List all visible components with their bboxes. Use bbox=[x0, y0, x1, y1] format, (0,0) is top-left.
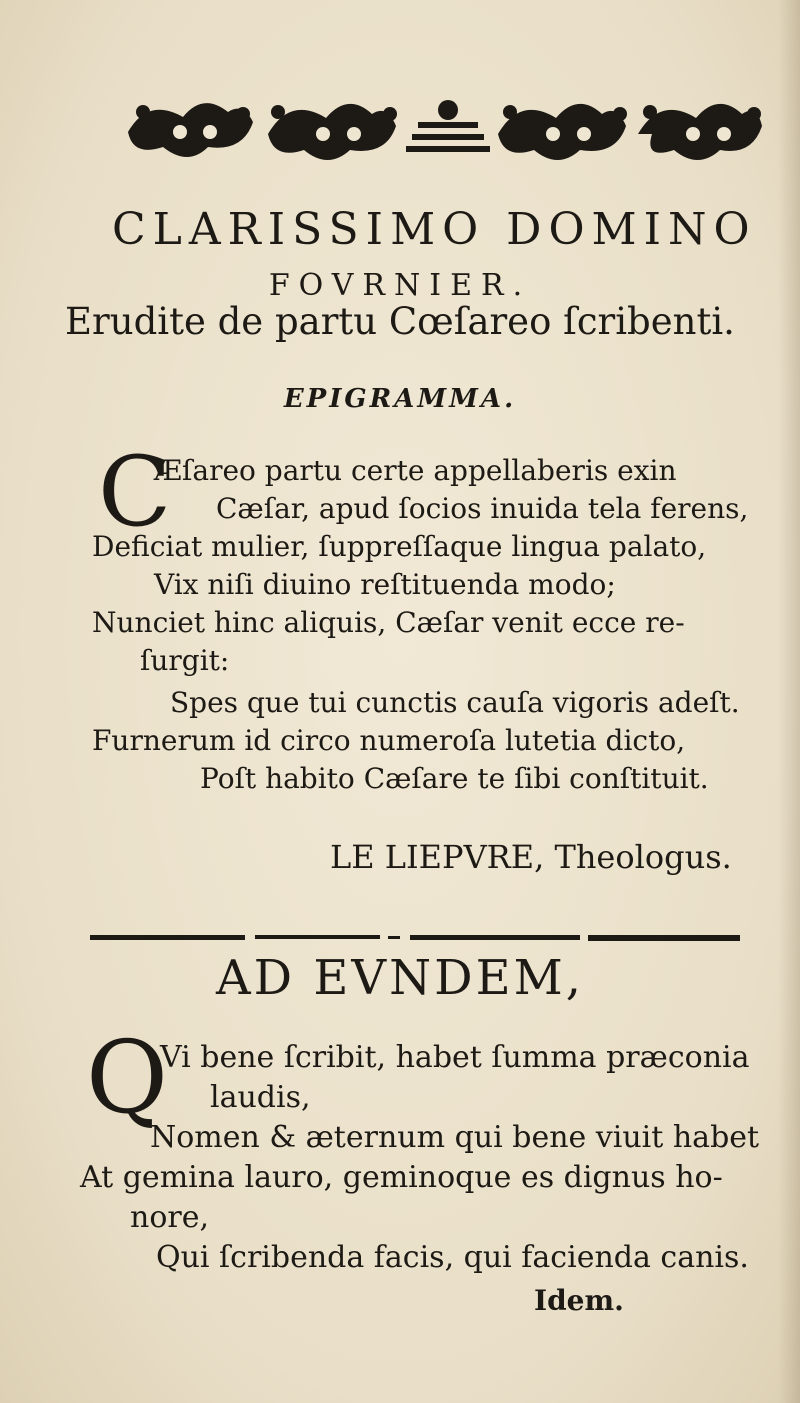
section-divider bbox=[90, 930, 740, 944]
poem-line: Nomen & æternum qui bene viuit habet bbox=[150, 1120, 760, 1155]
dedication-heading: CLARISSIMO DOMINO bbox=[112, 204, 757, 255]
poem-line: Cæſar, apud ſocios inuida tela ferens, bbox=[216, 492, 749, 525]
epigram-signature: LE LIEPVRE, Theologus. bbox=[330, 838, 732, 876]
poem-line: Poſt habito Cæſare te ſibi conſtituit. bbox=[200, 762, 709, 795]
page-gutter-shadow bbox=[778, 0, 800, 1403]
poem-line: Vi bene ſcribit, habet ſumma præconia bbox=[160, 1040, 750, 1075]
dedication-subheading: Erudite de partu Cœſareo ſcribenti. bbox=[65, 300, 735, 343]
second-poem-signature: Idem. bbox=[534, 1284, 624, 1317]
epigram-label: EPIGRAMMA. bbox=[283, 384, 517, 414]
poem-line: Spes que tui cunctis cauſa vigoris adeſt. bbox=[170, 686, 740, 719]
poem-line: ſurgit: bbox=[140, 644, 230, 677]
drop-cap: Q bbox=[86, 1019, 168, 1136]
dedicatee-name: FOVRNIER. bbox=[268, 268, 532, 303]
second-poem-title: AD EVNDEM, bbox=[215, 950, 585, 1006]
poem-line: Vix niſi diuino reſtituenda modo; bbox=[154, 568, 616, 601]
poem-line: Nunciet hinc aliquis, Cæſar venit ecce re- bbox=[92, 606, 685, 639]
poem-line: Furnerum id circo numeroſa lutetia dicto, bbox=[92, 724, 686, 757]
poem-line: Æſareo partu certe appellaberis exin bbox=[154, 454, 677, 487]
poem-line: At gemina lauro, geminoque es dignus ho- bbox=[80, 1160, 723, 1195]
poem-line: Qui ſcribenda facis, qui facienda canis. bbox=[156, 1240, 749, 1275]
poem-line: nore, bbox=[130, 1200, 210, 1235]
drop-cap: C bbox=[98, 436, 172, 548]
headpiece-ornament bbox=[118, 92, 766, 172]
poem-line: laudis, bbox=[210, 1080, 311, 1115]
poem-line: Deficiat mulier, ſuppreſſaque lingua palato, bbox=[92, 530, 707, 563]
